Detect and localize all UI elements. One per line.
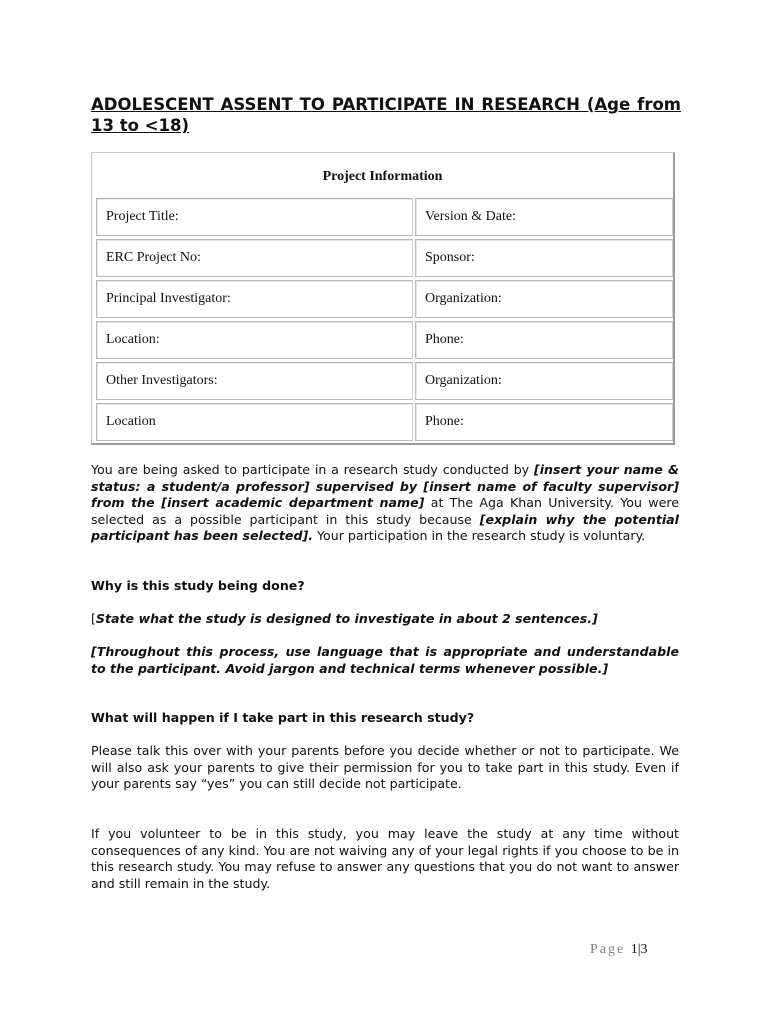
version-date-cell: Version & Date: xyxy=(415,198,673,236)
parents-paragraph: Please talk this over with your parents before you decide whether or not to participate. We will also ask your parents to give their permission for you to take part in this study. Even if your parents say “yes” you can still decide not participate. xyxy=(91,743,679,791)
intro-placeholder-name: [insert your name & status: a student/a professor] supervised by [insert name of faculty supervisor] from the [insert academic department name] xyxy=(91,462,680,510)
intro-paragraph xyxy=(91,462,679,545)
language-note: [Throughout this process, use language that is appropriate and understandable to the participant. Avoid jargon and technical terms whenever possible.] xyxy=(91,644,679,676)
location-cell: Location: xyxy=(96,321,413,359)
page-footer xyxy=(590,942,648,958)
principal-investigator-cell: Principal Investigator: xyxy=(96,280,413,318)
section-heading-why: Why is this study being done? xyxy=(91,578,305,593)
phone-cell: Phone: xyxy=(415,321,673,359)
total-pages: 3 xyxy=(640,942,648,957)
volunteer-paragraph: If you volunteer to be in this study, you may leave the study at any time without consequences of any kind. You are not waiving any of your legal rights if you choose to be in this research study. You may refuse to answer any questions that you do not want to answer and still remain in the study. xyxy=(91,826,679,891)
document-title: ADOLESCENT ASSENT TO PARTICIPATE IN RESEARCH (Age from 13 to <18) xyxy=(91,95,681,135)
project-information-table xyxy=(91,152,675,445)
page-number: 1 xyxy=(630,942,638,957)
sponsor-cell: Sponsor: xyxy=(415,239,673,277)
other-investigators-cell: Other Investigators: xyxy=(96,362,413,400)
instruction-text: State what the study is designed to investigate in about 2 sentences.] xyxy=(95,611,598,626)
intro-placeholder-reason: [explain why the potential participant has been selected]. xyxy=(91,511,679,543)
study-purpose-instruction xyxy=(91,611,679,628)
project-title-cell: Project Title: xyxy=(96,198,413,236)
erc-project-no-cell: ERC Project No: xyxy=(96,239,413,277)
bracket-open: [ xyxy=(91,611,96,626)
other-organization-cell: Organization: xyxy=(415,362,673,400)
intro-text: You are being asked to participate in a research study conducted by xyxy=(91,462,534,477)
other-location-cell: Location xyxy=(96,403,413,441)
table-heading: Project Information xyxy=(322,169,443,184)
other-phone-cell: Phone: xyxy=(415,403,673,441)
intro-text-continued: at The Aga Khan University. You were selected as a possible participant in this study because xyxy=(91,495,679,527)
intro-voluntary-text: Your participation in the research study is voluntary. xyxy=(313,528,646,543)
page-separator: | xyxy=(637,942,641,957)
organization-cell: Organization: xyxy=(415,280,673,318)
page-label: Page xyxy=(590,942,626,957)
section-heading-what-happens: What will happen if I take part in this research study? xyxy=(91,710,475,725)
